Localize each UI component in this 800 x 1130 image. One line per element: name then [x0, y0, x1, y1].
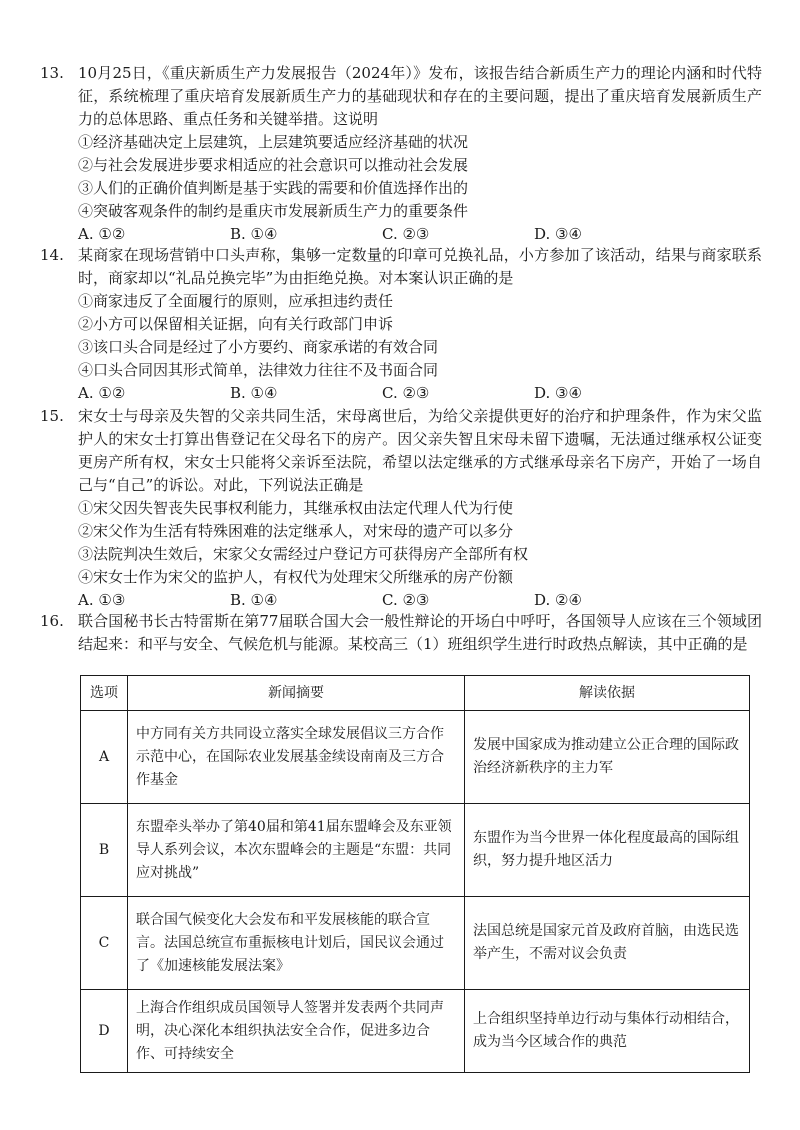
table-row: [81, 804, 750, 897]
statement-3: ③人们的正确价值判断是基于实践的需要和价值选择作出的: [78, 179, 469, 197]
question-number: 14.: [40, 246, 64, 264]
question-stem: 联合国秘书长古特雷斯在第77届联合国大会一般性辩论的开场白中呼吁，各国领导人应该在三个领域团结起来：和平与安全、气候危机与能源。某校高三（1）班组织学生进行时政热点解读，其中正确的是: [78, 612, 762, 653]
answer-choices: [78, 382, 762, 405]
row-basis: 东盟作为当今世界一体化程度最高的国际组织，努力提升地区活力: [465, 804, 750, 897]
row-news: 上海合作组织成员国领导人签署并发表两个共同声明，决心深化本组织执法安全合作，促进多边合作、可持续安全: [128, 990, 465, 1073]
row-option: D: [81, 990, 128, 1073]
row-news: 联合国气候变化大会发布和平发展核能的联合宣言。法国总统宣布重振核电计划后，国民议会通过了《加速核能发展法案》: [128, 897, 465, 990]
question-number: 15.: [40, 407, 64, 425]
news-interpretation-table: [80, 675, 750, 1073]
choice-d: D. ③④: [534, 225, 582, 243]
row-option: A: [81, 711, 128, 804]
question-16: [40, 610, 762, 656]
question-14: [40, 244, 762, 405]
table-header-row: [81, 676, 750, 711]
statement-2: ②与社会发展进步要求相适应的社会意识可以推动社会发展: [78, 156, 469, 174]
statement-4: ④宋女士作为宋父的监护人，有权代为处理宋父所继承的房产份额: [78, 568, 514, 586]
row-basis: 发展中国家成为推动建立公正合理的国际政治经济新秩序的主力军: [465, 711, 750, 804]
question-15: [40, 405, 762, 612]
question-stem: 10月25日，《重庆新质生产力发展报告（2024年）》发布，该报告结合新质生产力的理论内涵和时代特征，系统梳理了重庆培育发展新质生产力的基础现状和存在的主要问题，提出了重庆培育发展新质生产力的总体思路、重点任务和关键举措。这说明: [78, 64, 762, 128]
choice-c: C. ②③: [382, 591, 430, 609]
choice-a: A. ①③: [78, 591, 126, 609]
choice-b: B. ①④: [230, 591, 278, 609]
question-13: [40, 62, 762, 246]
statement-1: ①经济基础决定上层建筑，上层建筑要适应经济基础的状况: [78, 133, 469, 151]
row-basis: 法国总统是国家元首及政府首脑，由选民选举产生，不需对议会负责: [465, 897, 750, 990]
header-option: 选项: [81, 676, 128, 711]
choice-a: A. ①②: [78, 384, 126, 402]
question-stem: 宋女士与母亲及失智的父亲共同生活，宋母离世后，为给父亲提供更好的治疗和护理条件，作为宋父监护人的宋女士打算出售登记在父母名下的房产。因父亲失智且宋母未留下遗嘱，无法通过继承权公证变更房产所有权，宋女士只能将父亲诉至法院，希望以法定继承的方式继承母亲名下房产，开始了一场自己与“自己”的诉讼。对此，下列说法正确是: [78, 407, 762, 494]
statement-4: ④口头合同因其形式简单，法律效力往往不及书面合同: [78, 361, 439, 379]
question-stem: 某商家在现场营销中口头声称，集够一定数量的印章可兑换礼品，小方参加了该活动，结果与商家联系时，商家却以“礼品兑换完毕”为由拒绝兑换。对本案认识正确的是: [78, 246, 762, 287]
question-number: 13.: [40, 64, 64, 82]
statement-1: ①商家违反了全面履行的原则，应承担违约责任: [78, 292, 394, 310]
statement-3: ③法院判决生效后，宋家父女需经过户登记方可获得房产全部所有权: [78, 545, 529, 563]
choice-b: B. ①④: [230, 225, 278, 243]
question-number: 16.: [40, 612, 64, 630]
statement-1: ①宋父因失智丧失民事权利能力，其继承权由法定代理人代为行使: [78, 499, 514, 517]
statement-2: ②小方可以保留相关证据，向有关行政部门申诉: [78, 315, 394, 333]
choice-a: A. ①②: [78, 225, 126, 243]
row-option: C: [81, 897, 128, 990]
choice-c: C. ②③: [382, 225, 430, 243]
choice-d: D. ③④: [534, 384, 582, 402]
choice-c: C. ②③: [382, 384, 430, 402]
header-interpretation-basis: 解读依据: [465, 676, 750, 711]
answer-choices: [78, 589, 762, 612]
table-row: [81, 711, 750, 804]
statement-2: ②宋父作为生活有特殊困难的法定继承人，对宋母的遗产可以多分: [78, 522, 514, 540]
row-basis: 上合组织坚持单边行动与集体行动相结合，成为当今区域合作的典范: [465, 990, 750, 1073]
choice-d: D. ②④: [534, 591, 582, 609]
statement-4: ④突破客观条件的制约是重庆市发展新质生产力的重要条件: [78, 202, 469, 220]
row-news: 中方同有关方共同设立落实全球发展倡议三方合作示范中心，在国际农业发展基金续设南南及三方合作基金: [128, 711, 465, 804]
table-row: [81, 897, 750, 990]
row-option: B: [81, 804, 128, 897]
choice-b: B. ①④: [230, 384, 278, 402]
row-news: 东盟牵头举办了第40届和第41届东盟峰会及东亚领导人系列会议，本次东盟峰会的主题是“东盟：共同应对挑战”: [128, 804, 465, 897]
statement-3: ③该口头合同是经过了小方要约、商家承诺的有效合同: [78, 338, 439, 356]
header-news-summary: 新闻摘要: [128, 676, 465, 711]
answer-choices: [78, 223, 762, 246]
table-row: [81, 990, 750, 1073]
